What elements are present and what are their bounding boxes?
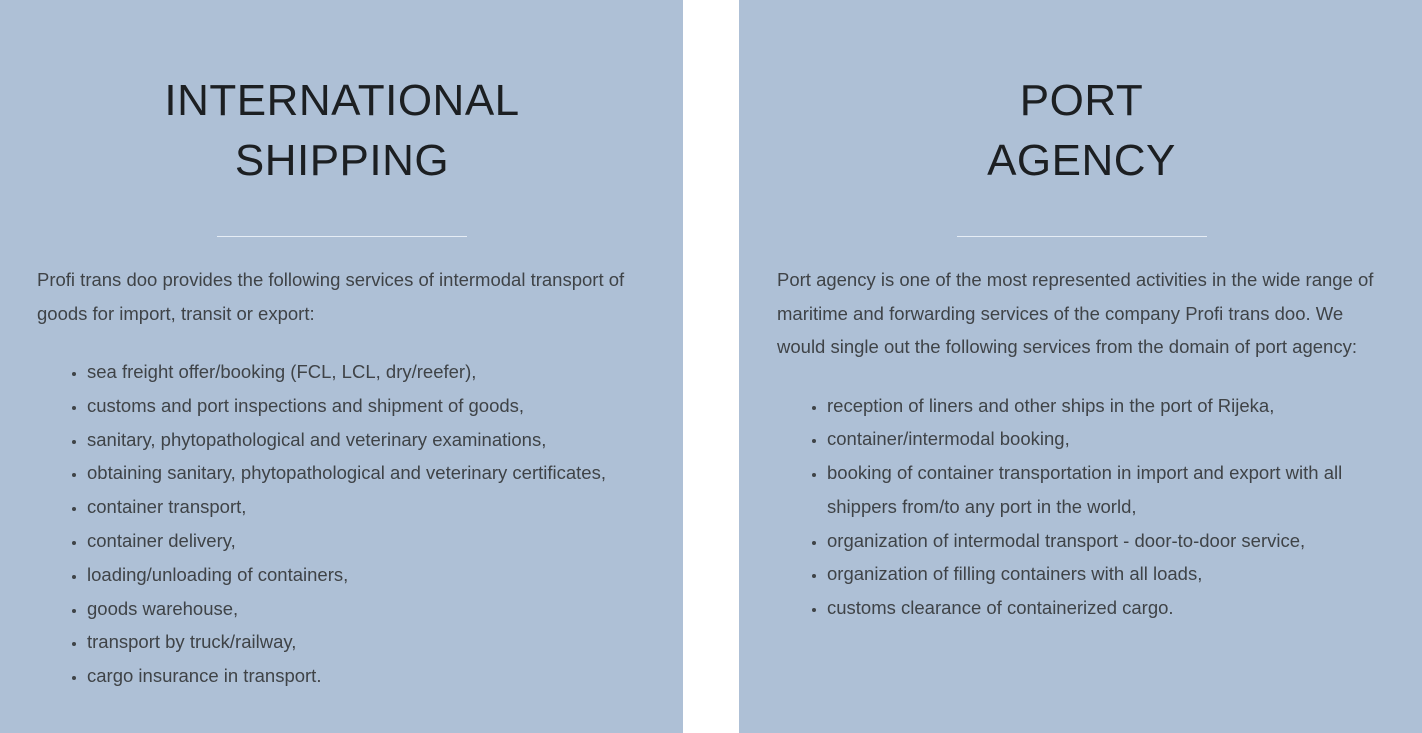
service-list-item: • customs and port inspections and shipment of goods,: [87, 389, 647, 423]
service-list-item: • organization of filling containers with all loads,: [827, 557, 1386, 591]
service-list-item: • cargo insurance in transport.: [87, 659, 647, 693]
service-list: [777, 389, 1386, 626]
service-list-item: • container transport,: [87, 490, 647, 524]
title-divider: [957, 236, 1207, 237]
title-divider: [217, 236, 467, 237]
service-list-item: • sanitary, phytopathological and veterinary examinations,: [87, 423, 647, 457]
service-list-item: • reception of liners and other ships in the port of Rijeka,: [827, 389, 1386, 423]
service-list-item: • customs clearance of containerized cargo.: [827, 591, 1386, 625]
service-list-item: • transport by truck/railway,: [87, 625, 647, 659]
service-list-item: • obtaining sanitary, phytopathological and veterinary certificates,: [87, 456, 647, 490]
service-list-item: • container delivery,: [87, 524, 647, 558]
panel-intro-text: Port agency is one of the most represented activities in the wide range of maritime and forwarding services of the company Profi trans doo. We would single out the following services from the domain of port agency:: [777, 269, 1374, 357]
international-shipping-panel: [0, 0, 683, 733]
port-agency-panel: [739, 0, 1422, 733]
service-list-item: • goods warehouse,: [87, 592, 647, 626]
service-list-item: • sea freight offer/booking (FCL, LCL, dry/reefer),: [87, 355, 647, 389]
service-list-item: • booking of container transportation in import and export with all shippers from/to any port in the world,: [827, 456, 1386, 524]
panel-title: [37, 71, 647, 191]
panel-title-line2: AGENCY: [987, 136, 1176, 185]
service-list-item: • container/intermodal booking,: [827, 422, 1386, 456]
panel-title-line1: INTERNATIONAL: [164, 76, 520, 125]
panel-title-line2: SHIPPING: [234, 136, 450, 185]
panel-title-line1: PORT: [1019, 76, 1144, 125]
panel-title: [777, 71, 1386, 191]
service-list: [37, 355, 647, 693]
service-list-item: • loading/unloading of containers,: [87, 558, 647, 592]
panel-intro-text: Profi trans doo provides the following services of intermodal transport of goods for import, transit or export:: [37, 269, 625, 324]
service-list-item: • organization of intermodal transport - door-to-door service,: [827, 524, 1386, 558]
